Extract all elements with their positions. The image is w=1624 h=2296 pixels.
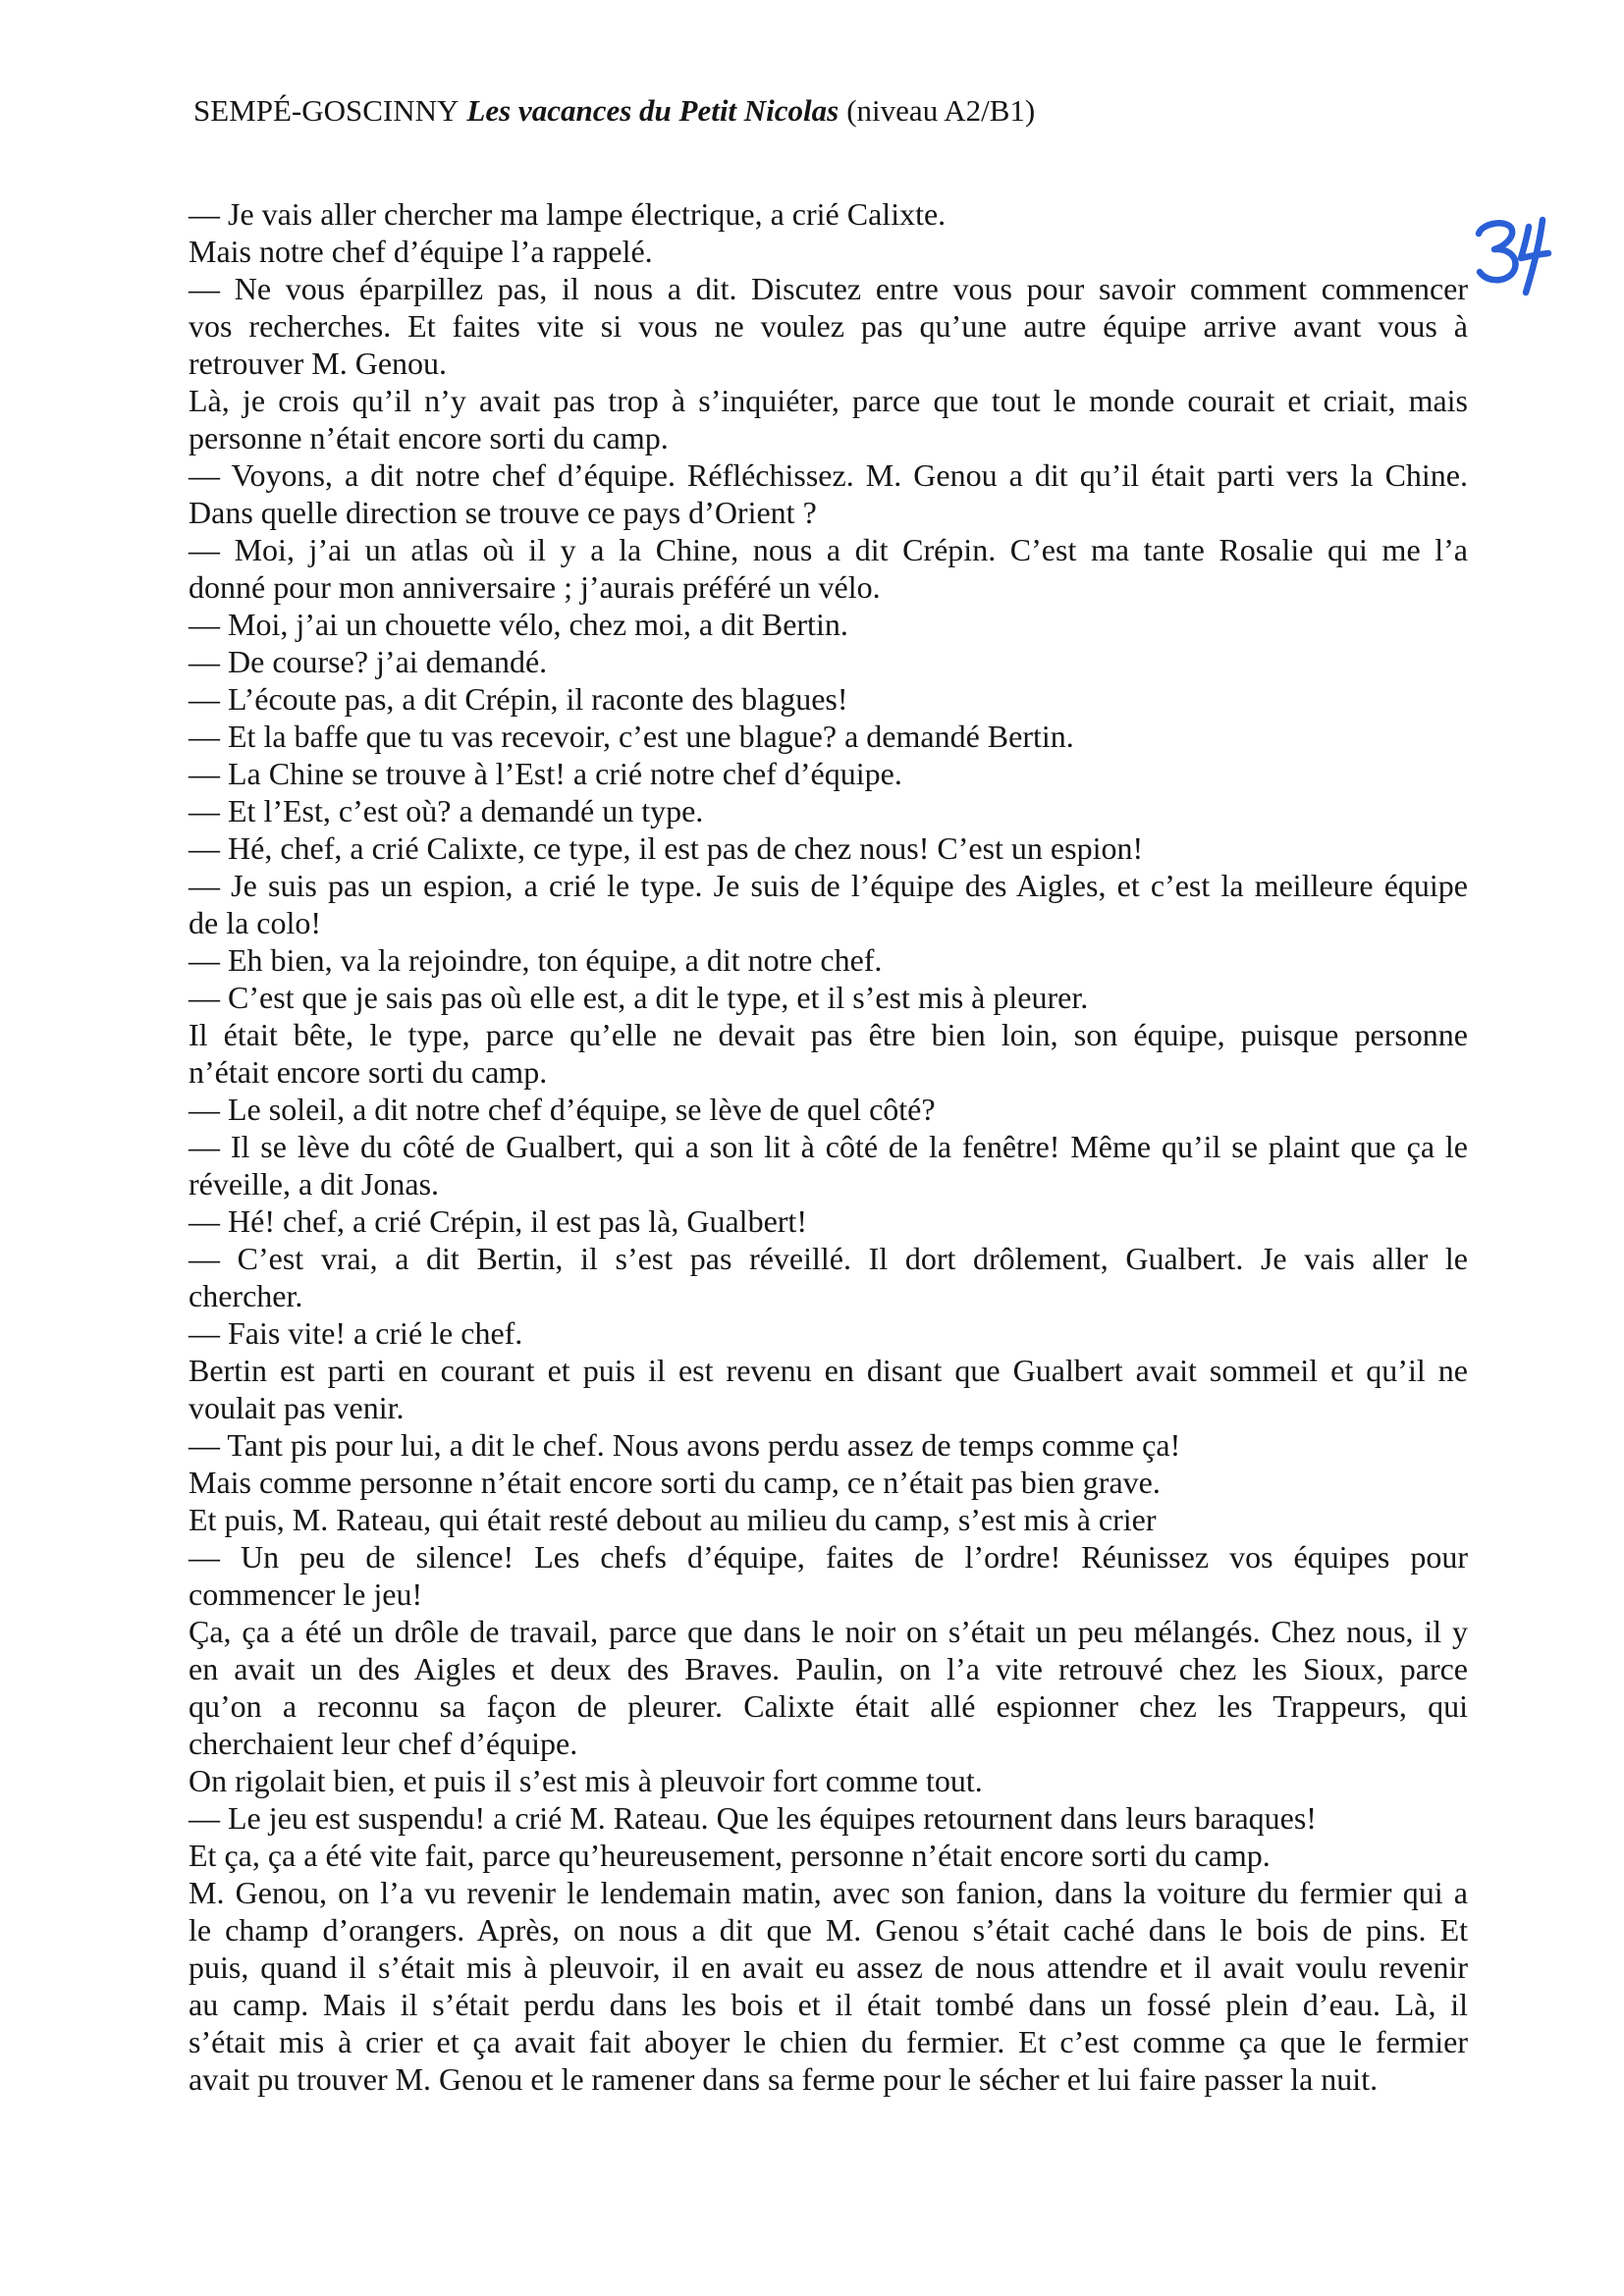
header-level: (niveau A2/B1) (846, 93, 1036, 128)
header-author: SEMPÉ-GOSCINNY (193, 93, 460, 128)
text-line: le champ d’orangers. Après, on nous a dit que M. Genou s’était caché dans le bois de pins. Et (189, 1912, 1468, 1948)
text-line: — Le soleil, a dit notre chef d’équipe, se lève de quel côté? (189, 1092, 936, 1127)
text-line: — La Chine se trouve à l’Est! a crié notre chef d’équipe. (189, 756, 902, 791)
text-line: qu’on a reconnu sa façon de pleurer. Calixte était allé espionner chez les Trappeurs, qui (189, 1688, 1468, 1724)
text-line: M. Genou, on l’a vu revenir le lendemain matin, avec son fanion, dans la voiture du fermier qui a (189, 1875, 1468, 1910)
text-line: cherchaient leur chef d’équipe. (189, 1726, 578, 1761)
text-line: — Il se lève du côté de Gualbert, qui a son lit à côté de la fenêtre! Même qu’il se plaint que ça le (189, 1129, 1468, 1164)
header-book-title: Les vacances du Petit Nicolas (466, 93, 839, 128)
text-line: — Je suis pas un espion, a crié le type. Je suis de l’équipe des Aigles, et c’est la meilleure équipe (189, 868, 1468, 903)
text-line: en avait un des Aigles et deux des Braves. Paulin, on l’a vite retrouvé chez les Sioux, parce (189, 1651, 1468, 1686)
text-line: — Fais vite! a crié le chef. (189, 1315, 523, 1351)
text-line: — Eh bien, va la rejoindre, ton équipe, a dit notre chef. (189, 942, 883, 978)
text-line: — Tant pis pour lui, a dit le chef. Nous avons perdu assez de temps comme ça! (189, 1427, 1181, 1463)
text-line: retrouver M. Genou. (189, 346, 448, 381)
text-line: — C’est vrai, a dit Bertin, il s’est pas réveillé. Il dort drôlement, Gualbert. Je vais aller le (189, 1241, 1468, 1276)
text-line: Là, je crois qu’il n’y avait pas trop à s’inquiéter, parce que tout le monde courait et criait, mais (189, 383, 1468, 418)
handwritten-page-number (1469, 201, 1567, 299)
text-line: — Un peu de silence! Les chefs d’équipe, faites de l’ordre! Réunissez vos équipes pour (189, 1539, 1468, 1575)
text-line: Dans quelle direction se trouve ce pays d’Orient ? (189, 495, 817, 530)
text-line: avait pu trouver M. Genou et le ramener dans sa ferme pour le sécher et lui faire passer la nuit. (189, 2061, 1379, 2097)
text-line: — Je vais aller chercher ma lampe électrique, a crié Calixte. (189, 196, 947, 232)
text-line: n’était encore sorti du camp. (189, 1054, 548, 1090)
text-line: Bertin est parti en courant et puis il est revenu en disant que Gualbert avait sommeil et qu’il ne (189, 1353, 1468, 1388)
text-line: au camp. Mais il s’était perdu dans les bois et il était tombé dans un fossé plein d’eau. Là, il (189, 1987, 1468, 2022)
text-line: Mais notre chef d’équipe l’a rappelé. (189, 234, 653, 269)
text-line: — Le jeu est suspendu! a crié M. Rateau. Que les équipes retournent dans leurs baraques! (189, 1800, 1317, 1836)
text-line: — Moi, j’ai un chouette vélo, chez moi, a dit Bertin. (189, 607, 848, 642)
text-line: commencer le jeu! (189, 1576, 423, 1612)
text-line: On rigolait bien, et puis il s’est mis à pleuvoir fort comme tout. (189, 1763, 983, 1798)
text-line: Mais comme personne n’était encore sorti du camp, ce n’était pas bien grave. (189, 1465, 1161, 1500)
text-line: — Hé, chef, a crié Calixte, ce type, il est pas de chez nous! C’est un espion! (189, 830, 1144, 866)
document-header (193, 92, 1035, 130)
text-line: — Voyons, a dit notre chef d’équipe. Réfléchissez. M. Genou a dit qu’il était parti vers la Chine. (189, 457, 1468, 493)
text-line: — Et l’Est, c’est où? a demandé un type. (189, 793, 704, 828)
text-line: — Moi, j’ai un atlas où il y a la Chine, nous a dit Crépin. C’est ma tante Rosalie qui me l’a (189, 532, 1468, 567)
text-line: chercher. (189, 1278, 303, 1313)
text-line: — Hé! chef, a crié Crépin, il est pas là, Gualbert! (189, 1203, 807, 1239)
text-line: vos recherches. Et faites vite si vous ne voulez pas qu’une autre équipe arrive avant vous à (189, 308, 1468, 344)
digit-3-stroke (1479, 223, 1515, 280)
text-line: Il était bête, le type, parce qu’elle ne devait pas être bien loin, son équipe, puisque personne (189, 1017, 1468, 1052)
body-text (189, 195, 1468, 2098)
text-line: de la colo! (189, 905, 322, 940)
text-line: voulait pas venir. (189, 1390, 405, 1425)
text-line: — Et la baffe que tu vas recevoir, c’est une blague? a demandé Bertin. (189, 719, 1074, 754)
text-line: — L’écoute pas, a dit Crépin, il raconte des blagues! (189, 681, 848, 717)
text-line: — Ne vous éparpillez pas, il nous a dit. Discutez entre vous pour savoir comment commencer (189, 271, 1468, 306)
text-line: Et puis, M. Rateau, qui était resté debout au milieu du camp, s’est mis à crier (189, 1502, 1157, 1537)
text-line: donné pour mon anniversaire ; j’aurais préféré un vélo. (189, 569, 881, 605)
text-line: puis, quand il s’était mis à pleuvoir, il en avait eu assez de nous attendre et il avait voulu revenir (189, 1949, 1468, 1985)
text-line: personne n’était encore sorti du camp. (189, 420, 669, 455)
text-line: — C’est que je sais pas où elle est, a dit le type, et il s’est mis à pleurer. (189, 980, 1089, 1015)
text-line: Ça, ça a été un drôle de travail, parce que dans le noir on s’était un peu mélangés. Chez nous, il y (189, 1614, 1468, 1649)
text-line: Et ça, ça a été vite fait, parce qu’heureusement, personne n’était encore sorti du camp. (189, 1838, 1271, 1873)
text-line: — De course? j’ai demandé. (189, 644, 548, 679)
text-line: s’était mis à crier et ça avait fait aboyer le chien du fermier. Et c’est comme ça que le fermier (189, 2024, 1468, 2059)
text-line: réveille, a dit Jonas. (189, 1166, 440, 1201)
